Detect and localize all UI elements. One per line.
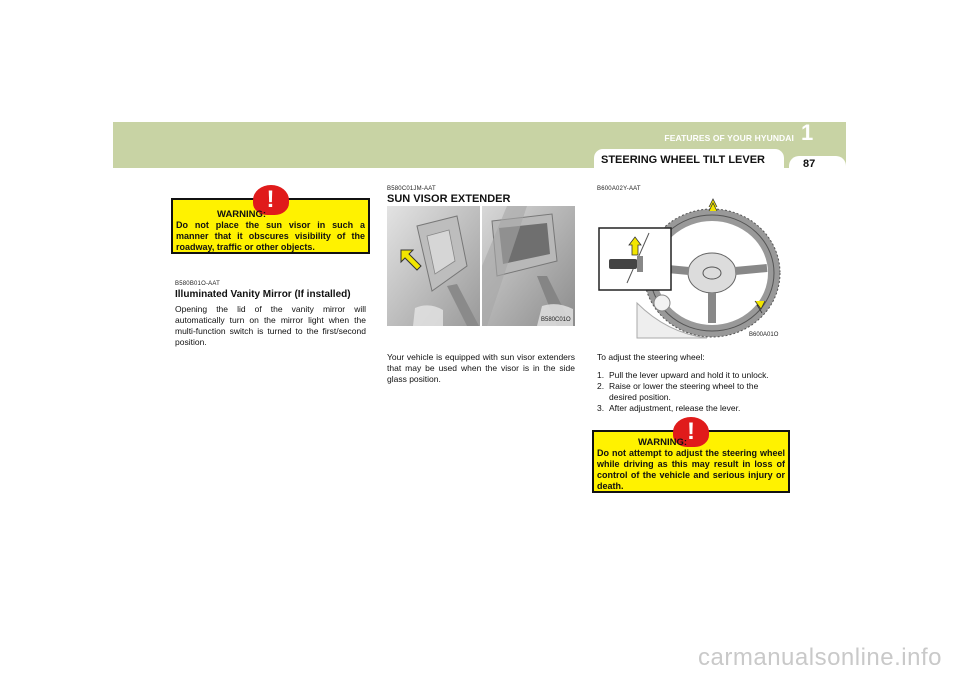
exclamation-warning-icon: !: [673, 417, 709, 447]
sun-visor-warning-box: [171, 186, 370, 254]
tilt-lever-steps: [597, 370, 787, 414]
page-number: 87: [803, 158, 816, 170]
warning-text: Do not attempt to adjust the steering wheel while driving as this may result in loss of control of the vehicle and serious injury or death.: [597, 448, 785, 491]
sun-visor-photo-caption: B580C01O: [541, 317, 571, 323]
tilt-lever-intro: To adjust the steering wheel:: [597, 352, 705, 362]
sun-visor-extender-code: B580C01JM-AAT: [387, 186, 436, 192]
list-item: 3. After adjustment, release the lever.: [597, 403, 741, 413]
sun-visor-extender-text: Your vehicle is equipped with sun visor extenders that may be used when the visor is in the side glass position.: [387, 352, 575, 384]
chapter-number: 1: [801, 120, 814, 145]
section-title: STEERING WHEEL TILT LEVER: [601, 154, 765, 166]
list-item: 2. Raise or lower the steering wheel to the desired position.: [597, 381, 759, 402]
sun-visor-extender-photo: [387, 206, 575, 326]
warning-title: WARNING:: [638, 437, 688, 448]
vanity-mirror-heading: Illuminated Vanity Mirror (If installed): [175, 289, 351, 300]
yellow-arrow-icon: [397, 246, 425, 274]
vanity-mirror-code: B580B01O-AAT: [175, 281, 220, 287]
steering-wheel-photo: [597, 193, 785, 341]
exclamation-warning-icon: !: [253, 185, 289, 215]
watermark-text: carmanualsonline.info: [698, 644, 942, 671]
warning-title: WARNING:: [217, 209, 267, 220]
list-item: 1. Pull the lever upward and hold it to unlock.: [597, 370, 769, 380]
page-tab: [789, 156, 846, 174]
sun-visor-extender-heading: SUN VISOR EXTENDER: [387, 193, 511, 205]
warning-text: Do not place the sun visor in such a manner that it obscures visibility of the roadway, traffic or other objects.: [176, 220, 365, 252]
vanity-mirror-text: Opening the lid of the vanity mirror will automatically turn on the mirror light when the multi-function switch is turned to the first/second position.: [175, 304, 366, 347]
chapter-title: FEATURES OF YOUR HYUNDAI: [664, 133, 794, 143]
steering-photo-caption: B600A01O: [749, 332, 779, 338]
steering-warning-box: [592, 418, 790, 493]
tilt-lever-code: B600A02Y-AAT: [597, 186, 641, 192]
